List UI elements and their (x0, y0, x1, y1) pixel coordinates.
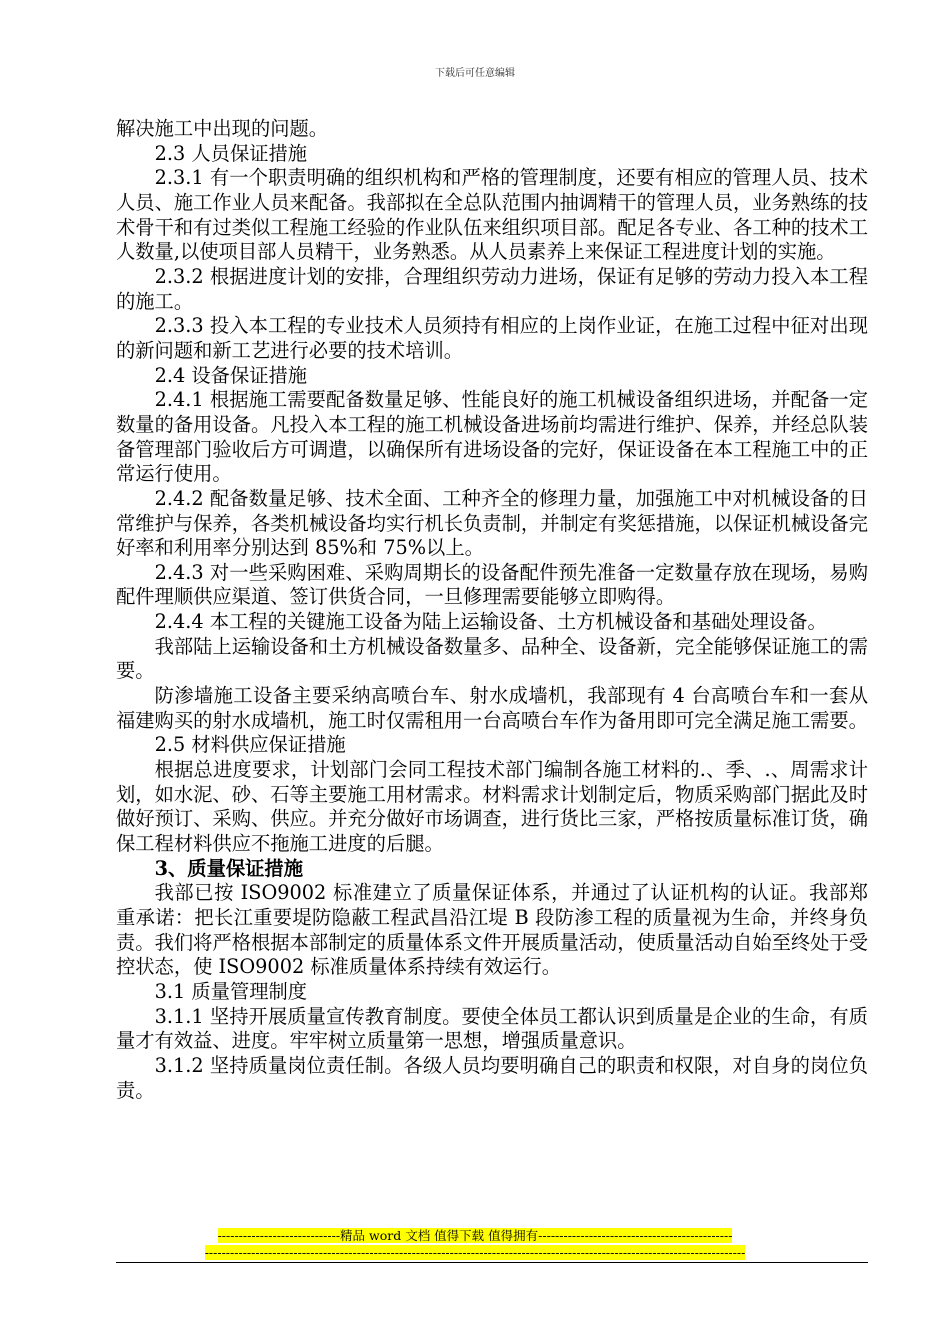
paragraph: 2.4.4 本工程的关键施工设备为陆上运输设备、土方机械设备和基础处理设备。 (154, 610, 827, 634)
footer-banner-text: -----------------------------精品 word 文档 值得下载 值得拥有---------------------------------------------- (217, 1228, 733, 1243)
section-heading: 2.5 材料供应保证措施 (154, 733, 346, 757)
paragraph: 3.1.1 坚持开展质量宣传教育制度。要使全体员工都认识到质量是企业的生命，有质量才有效益、进度。牢牢树立质量第一思想，增强质量意识。 (116, 1004, 868, 1053)
footer-banner-line-2 (0, 1245, 950, 1261)
paragraph: 2.4.2 配备数量足够、技术全面、工种齐全的修理力量，加强施工中对机械设备的日常维护与保养，各类机械设备均实行机长负责制，并制定有奖惩措施，以保证机械设备完好率和利用率分别达到 85%和 75%以上。 (116, 486, 868, 560)
paragraph: 我部已按 ISO9002 标准建立了质量保证体系，并通过了认证机构的认证。我部郑重承诺：把长江重要堤防隐蔽工程武昌沿江堤 B 段防渗工程的质量视为生命，并终身负责。我们将严格根据本部制定的质量体系文件开展质量活动，使质量活动自始至终处于受控状态，使 ISO9002 标准质量体系持续有效运行。 (116, 881, 868, 979)
section-heading: 3.1 质量管理制度 (154, 979, 308, 1003)
footer-banner-dashes: -------------------------------------------------------------------------------------------------------------------------------- (204, 1245, 746, 1260)
paragraph: 3.1.2 坚持质量岗位责任制。各级人员均要明确自己的职责和权限，对自身的岗位负责。 (116, 1053, 868, 1102)
footer-rule (116, 1262, 868, 1263)
paragraph: 2.4.3 对一些采购困难、采购周期长的设备配件预先准备一定数量存放在现场，易购配件理顺供应渠道、签订供货合同，一旦修理需要能够立即购得。 (116, 560, 868, 609)
page-header: 下载后可任意编辑 (435, 68, 515, 79)
paragraph: 2.3.1 有一个职责明确的组织机构和严格的管理制度，还要有相应的管理人员、技术人员、施工作业人员来配备。我部拟在全总队范围内抽调精干的管理人员，业务熟练的技术骨干和有过类似工程施工经验的作业队伍来组织项目部。配足各专业、各工种的技术工人数量,以使项目部人员精干，业务熟悉。从人员素养上来保证工程进度计划的实施。 (116, 166, 868, 264)
paragraph: 解决施工中出现的问题。 (116, 117, 329, 140)
paragraph: 2.3.3 投入本工程的专业技术人员须持有相应的上岗作业证，在施工过程中征对出现的新问题和新工艺进行必要的技术培训。 (116, 314, 868, 362)
document-body (116, 117, 868, 1103)
section-heading: 2.4 设备保证措施 (154, 363, 308, 387)
paragraph: 2.4.1 根据施工需要配备数量足够、性能良好的施工机械设备组织进场，并配备一定数量的备用设备。凡投入本工程的施工机械设备进场前均需进行维护、保养，并经总队装备管理部门验收后方可调遣，以确保所有进场设备的完好，保证设备在本工程施工中的正常运行使用。 (116, 388, 868, 486)
footer-banner-line-1 (0, 1228, 950, 1244)
section-heading: 2.3 人员保证措施 (154, 141, 308, 165)
paragraph: 防渗墙施工设备主要采纳高喷台车、射水成墙机，我部现有 4 台高喷台车和一套从福建购买的射水成墙机，施工时仅需租用一台高喷台车作为备用即可完全满足施工需要。 (116, 684, 868, 732)
paragraph: 根据总进度要求，计划部门会同工程技术部门编制各施工材料的.、季、.、周需求计划，如水泥、砂、石等主要施工用材需求。材料需求计划制定后，物质采购部门据此及时做好预订、采购、供应。并充分做好市场调查，进行货比三家，严格按质量标准订货，确保工程材料供应不拖施工进度的后腿。 (116, 758, 868, 856)
paragraph: 我部陆上运输设备和土方机械设备数量多、品种全、设备新，完全能够保证施工的需要。 (116, 634, 868, 683)
chapter-heading: 3、质量保证措施 (154, 856, 303, 880)
paragraph: 2.3.2 根据进度计划的安排，合理组织劳动力进场，保证有足够的劳动力投入本工程的施工。 (116, 264, 868, 313)
